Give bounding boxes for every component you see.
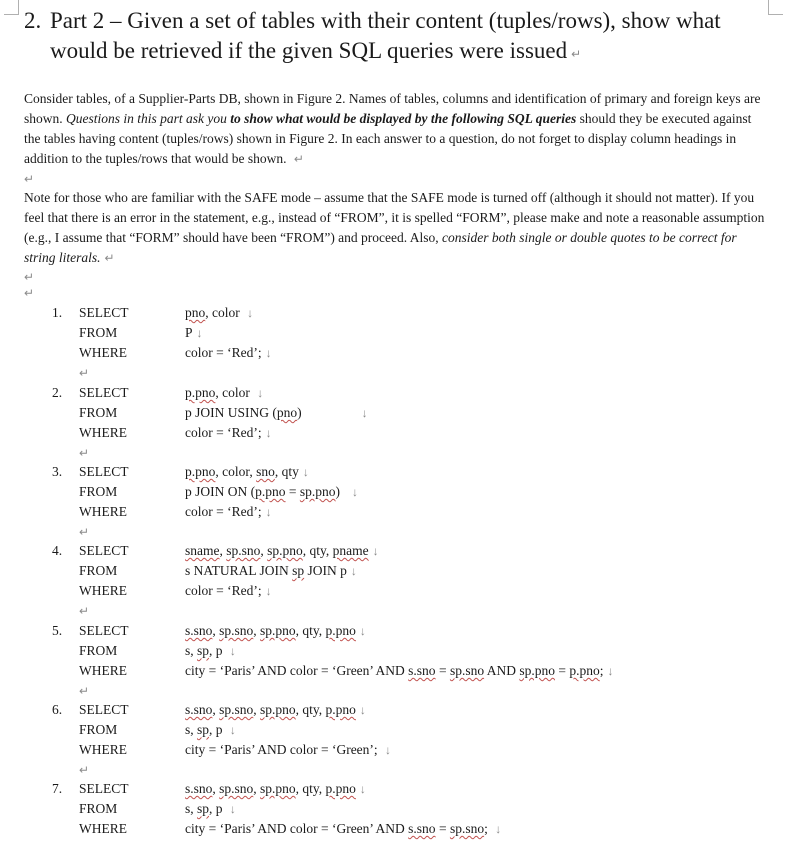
spellcheck-flagged-word: sp.pno (260, 781, 296, 796)
clause-text: = (285, 484, 300, 499)
clause-text: color = ‘Red’; (185, 345, 262, 360)
paragraph-mark: ↵ (79, 446, 90, 460)
spellcheck-flagged-word: p.pno (185, 385, 216, 400)
spellcheck-flagged-word: sp.sno (219, 781, 254, 796)
spellcheck-flagged-word: sno (256, 464, 275, 479)
sql-keyword-where: WHERE (79, 663, 127, 678)
clause-text: JOIN p (304, 563, 347, 578)
spellcheck-flagged-word: sp.sno (449, 663, 485, 678)
sql-query-7 (52, 779, 772, 839)
clause-text: p JOIN USING ( (185, 405, 277, 420)
clause-text: , qty (274, 464, 299, 479)
query-from-clause (185, 641, 236, 661)
sql-keyword-from: FROM (79, 405, 118, 420)
spellcheck-flagged-word: sp (292, 563, 305, 578)
sql-keyword-select: SELECT (79, 543, 129, 558)
query-select-clause (185, 779, 366, 799)
empty-paragraph-mark: ↵ (24, 286, 35, 300)
line-break-mark: ↓ (229, 644, 236, 658)
sql-keyword-from: FROM (79, 722, 118, 737)
line-break-mark: ↓ (372, 544, 379, 558)
query-select-row (52, 621, 772, 641)
query-from-row (52, 403, 772, 423)
clause-text: = (554, 663, 570, 678)
query-number: 4. (52, 543, 63, 558)
paragraph-mark: ↵ (79, 684, 90, 698)
spellcheck-flagged-word: p.pno (569, 663, 600, 678)
clause-text: ) (297, 405, 302, 420)
spellcheck-flagged-word: p.pno (325, 781, 356, 796)
clause-text: AND (484, 663, 520, 678)
sql-keyword-where: WHERE (79, 583, 127, 598)
sql-keyword-where: WHERE (79, 504, 127, 519)
sql-keyword-from: FROM (79, 563, 118, 578)
sql-query-2 (52, 383, 772, 463)
spellcheck-flagged-word: sp (197, 643, 210, 658)
spellcheck-flagged-word: sp.pno (260, 702, 296, 717)
query-select-row (52, 383, 772, 403)
clause-text: , (212, 781, 220, 796)
heading-number: 2. (24, 8, 42, 33)
paragraph-mark: ↵ (79, 763, 90, 777)
query-select-row (52, 303, 772, 323)
clause-text: color = ‘Red’; (185, 425, 262, 440)
query-from-row (52, 720, 772, 740)
clause-text: s, (185, 643, 198, 658)
query-where-row (52, 502, 772, 522)
sql-keyword-from: FROM (79, 484, 118, 499)
line-break-mark: ↓ (265, 584, 272, 598)
query-where-clause (185, 423, 272, 443)
spellcheck-flagged-word: s.sno (185, 702, 213, 717)
clause-text: city = ‘Paris’ AND color = ‘Green’ AND (185, 663, 409, 678)
sql-keyword-select: SELECT (79, 305, 129, 320)
paragraph-mark: ↵ (79, 604, 90, 618)
clause-text: , color (215, 385, 254, 400)
clause-text: ; (599, 663, 604, 678)
paragraph-mark: ↵ (293, 152, 304, 166)
clause-text: color = ‘Red’; (185, 504, 262, 519)
note-text: Note for those who are familiar with the SAFE mode – assume that the SAFE mode is turned off (although it should not matter). If you feel that there is an error in the statement, e.g., instead of “FROM”, it is spelled “FORM”, please make and note a reasonable assumption (e.g., I assume that “FORM” should have been “FROM”) and proceed. Also, (24, 190, 765, 245)
clause-text: , qty, (295, 781, 326, 796)
sql-keyword-where: WHERE (79, 345, 127, 360)
clause-text: P (185, 325, 193, 340)
intro-text: Consider tables, of a Supplier-Parts DB, shown in Figure 2. Names of tables, columns and identification of primary and foreign keys are shown. (24, 91, 761, 126)
spellcheck-flagged-word: s.sno (185, 781, 213, 796)
sql-query-4 (52, 541, 772, 621)
line-break-mark: ↓ (350, 564, 357, 578)
spellcheck-flagged-word: p.pno (255, 484, 286, 499)
clause-text: , (212, 623, 220, 638)
spellcheck-flagged-word: p.pno (325, 702, 356, 717)
heading-line-1: Part 2 – Given a set of tables with their content (tuples/rows), show what (50, 8, 721, 33)
clause-text: s NATURAL JOIN (185, 563, 293, 578)
line-break-mark: ↓ (359, 782, 366, 796)
query-select-clause (185, 303, 253, 323)
spellcheck-flagged-word: p.pno (325, 623, 356, 638)
spellcheck-flagged-word: s.sno (408, 821, 436, 836)
empty-line (52, 601, 772, 621)
clause-text: , (253, 781, 261, 796)
query-number: 5. (52, 623, 63, 638)
clause-text: = (435, 821, 450, 836)
spellcheck-flagged-word: s.sno (185, 623, 213, 638)
query-number: 3. (52, 464, 63, 479)
spellcheck-flagged-word: sp.pno (519, 663, 555, 678)
query-from-row (52, 799, 772, 819)
clause-text: , qty, (295, 702, 326, 717)
query-where-clause (185, 661, 614, 681)
sql-keyword-where: WHERE (79, 425, 127, 440)
spellcheck-flagged-word: sp.sno (219, 702, 254, 717)
clause-text: , color (205, 305, 244, 320)
clause-text: , p (209, 801, 226, 816)
intro-text-2: should they be executed against the tables having content (tuples/rows) shown in Figure 2. In each answer to a question, do not forget to display column headings in addition to the tuples/rows that would be shown. (24, 111, 752, 166)
sql-keyword-from: FROM (79, 801, 118, 816)
query-select-clause (185, 700, 366, 720)
line-break-mark: ↓ (359, 624, 366, 638)
line-break-mark: ↓ (361, 406, 368, 420)
clause-text: , qty, (295, 623, 326, 638)
spellcheck-flagged-word: sp.pno (260, 623, 296, 638)
paragraph-mark: ↵ (79, 366, 90, 380)
clause-text: s, (185, 801, 198, 816)
clause-text: s, (185, 722, 198, 737)
sql-keyword-from: FROM (79, 643, 118, 658)
query-number: 7. (52, 781, 63, 796)
line-break-mark: ↓ (265, 426, 272, 440)
line-break-mark: ↓ (247, 306, 254, 320)
clause-text: color = ‘Red’; (185, 583, 262, 598)
sql-query-1 (52, 303, 772, 383)
sql-query-6 (52, 700, 772, 780)
spellcheck-flagged-word: sp.pno (267, 543, 303, 558)
query-from-clause (185, 799, 236, 819)
line-break-mark: ↓ (607, 664, 614, 678)
empty-paragraph-mark: ↵ (24, 172, 35, 186)
spellcheck-flagged-word: pno (185, 305, 206, 320)
query-number: 2. (52, 385, 63, 400)
query-where-row (52, 661, 772, 681)
clause-text: , (260, 543, 268, 558)
query-select-row (52, 779, 772, 799)
query-from-clause (185, 323, 203, 343)
clause-text: , qty, (302, 543, 333, 558)
query-from-clause (185, 482, 358, 502)
line-break-mark: ↓ (257, 386, 264, 400)
spellcheck-flagged-word: sname (185, 543, 220, 558)
spellcheck-flagged-word: pname (332, 543, 369, 558)
line-break-mark: ↓ (302, 465, 309, 479)
empty-line (52, 681, 772, 701)
intro-paragraph (24, 89, 769, 169)
intro-italic: Questions in this part ask you (66, 111, 231, 126)
spellcheck-flagged-word: sp.sno (226, 543, 261, 558)
spellcheck-flagged-word: sp.sno (219, 623, 254, 638)
empty-line (52, 443, 772, 463)
query-from-clause (185, 403, 368, 423)
query-number: 6. (52, 702, 63, 717)
clause-text: , color, (215, 464, 257, 479)
clause-text: = (435, 663, 450, 678)
query-select-row (52, 700, 772, 720)
spellcheck-flagged-word: sp (197, 722, 210, 737)
sql-keyword-where: WHERE (79, 821, 127, 836)
heading-line-2: would be retrieved if the given SQL queries were issued (50, 38, 568, 63)
spellcheck-flagged-word: sp (197, 801, 210, 816)
sql-keyword-select: SELECT (79, 702, 129, 717)
query-select-clause (185, 462, 309, 482)
clause-text: , p (209, 643, 226, 658)
sql-keyword-select: SELECT (79, 464, 129, 479)
section-heading (24, 6, 769, 69)
clause-text: city = ‘Paris’ AND color = ‘Green’; (185, 742, 382, 757)
sql-keyword-select: SELECT (79, 385, 129, 400)
query-where-row (52, 423, 772, 443)
empty-line (52, 363, 772, 383)
query-select-clause (185, 383, 263, 403)
query-from-clause (185, 561, 357, 581)
note-italic: consider both single or double quotes to be correct for string literals. (24, 230, 737, 265)
sql-query-3 (52, 462, 772, 542)
clause-text: , (219, 543, 227, 558)
query-where-row (52, 819, 772, 839)
query-select-row (52, 462, 772, 482)
query-from-row (52, 482, 772, 502)
sql-keyword-where: WHERE (79, 742, 127, 757)
clause-text: , (212, 702, 220, 717)
sql-keyword-select: SELECT (79, 623, 129, 638)
query-where-clause (185, 502, 272, 522)
clause-text: , (253, 702, 261, 717)
line-break-mark: ↓ (352, 485, 359, 499)
clause-text: ) (335, 484, 341, 499)
sql-keyword-from: FROM (79, 325, 118, 340)
query-where-clause (185, 740, 391, 760)
query-select-row (52, 541, 772, 561)
query-from-row (52, 641, 772, 661)
query-where-row (52, 343, 772, 363)
query-number: 1. (52, 305, 63, 320)
query-where-row (52, 581, 772, 601)
spellcheck-flagged-word: sp.sno (449, 821, 485, 836)
spellcheck-flagged-word: sp.pno (299, 484, 336, 499)
line-break-mark: ↓ (265, 505, 272, 519)
query-where-clause (185, 581, 272, 601)
clause-text: , (253, 623, 261, 638)
line-break-mark: ↓ (229, 723, 236, 737)
paragraph-mark: ↵ (571, 47, 582, 61)
intro-bold-italic: to show what would be displayed by the following SQL queries (230, 111, 577, 126)
spellcheck-flagged-word: p.pno (185, 464, 216, 479)
sql-query-5 (52, 621, 772, 701)
query-from-row (52, 561, 772, 581)
paragraph-mark: ↵ (104, 251, 115, 265)
query-from-row (52, 323, 772, 343)
page-corner-mark-right (768, 0, 783, 15)
page-corner-mark-left (4, 0, 19, 15)
clause-text: ; (484, 821, 492, 836)
line-break-mark: ↓ (495, 822, 502, 836)
line-break-mark: ↓ (385, 743, 392, 757)
query-where-row (52, 740, 772, 760)
query-select-clause (185, 541, 379, 561)
query-where-clause (185, 819, 501, 839)
sql-keyword-select: SELECT (79, 781, 129, 796)
query-where-clause (185, 343, 272, 363)
empty-paragraph-mark: ↵ (24, 270, 35, 284)
query-select-clause (185, 621, 366, 641)
clause-text: p JOIN ON ( (185, 484, 256, 499)
line-break-mark: ↓ (265, 346, 272, 360)
query-from-clause (185, 720, 236, 740)
line-break-mark: ↓ (229, 802, 236, 816)
spellcheck-flagged-word: pno (276, 405, 298, 420)
clause-text: , p (209, 722, 226, 737)
clause-text: city = ‘Paris’ AND color = ‘Green’ AND (185, 821, 409, 836)
empty-line (52, 522, 772, 542)
line-break-mark: ↓ (196, 326, 203, 340)
note-paragraph (24, 188, 769, 268)
paragraph-mark: ↵ (79, 525, 90, 539)
empty-line (52, 760, 772, 780)
line-break-mark: ↓ (359, 703, 366, 717)
spellcheck-flagged-word: s.sno (408, 663, 436, 678)
